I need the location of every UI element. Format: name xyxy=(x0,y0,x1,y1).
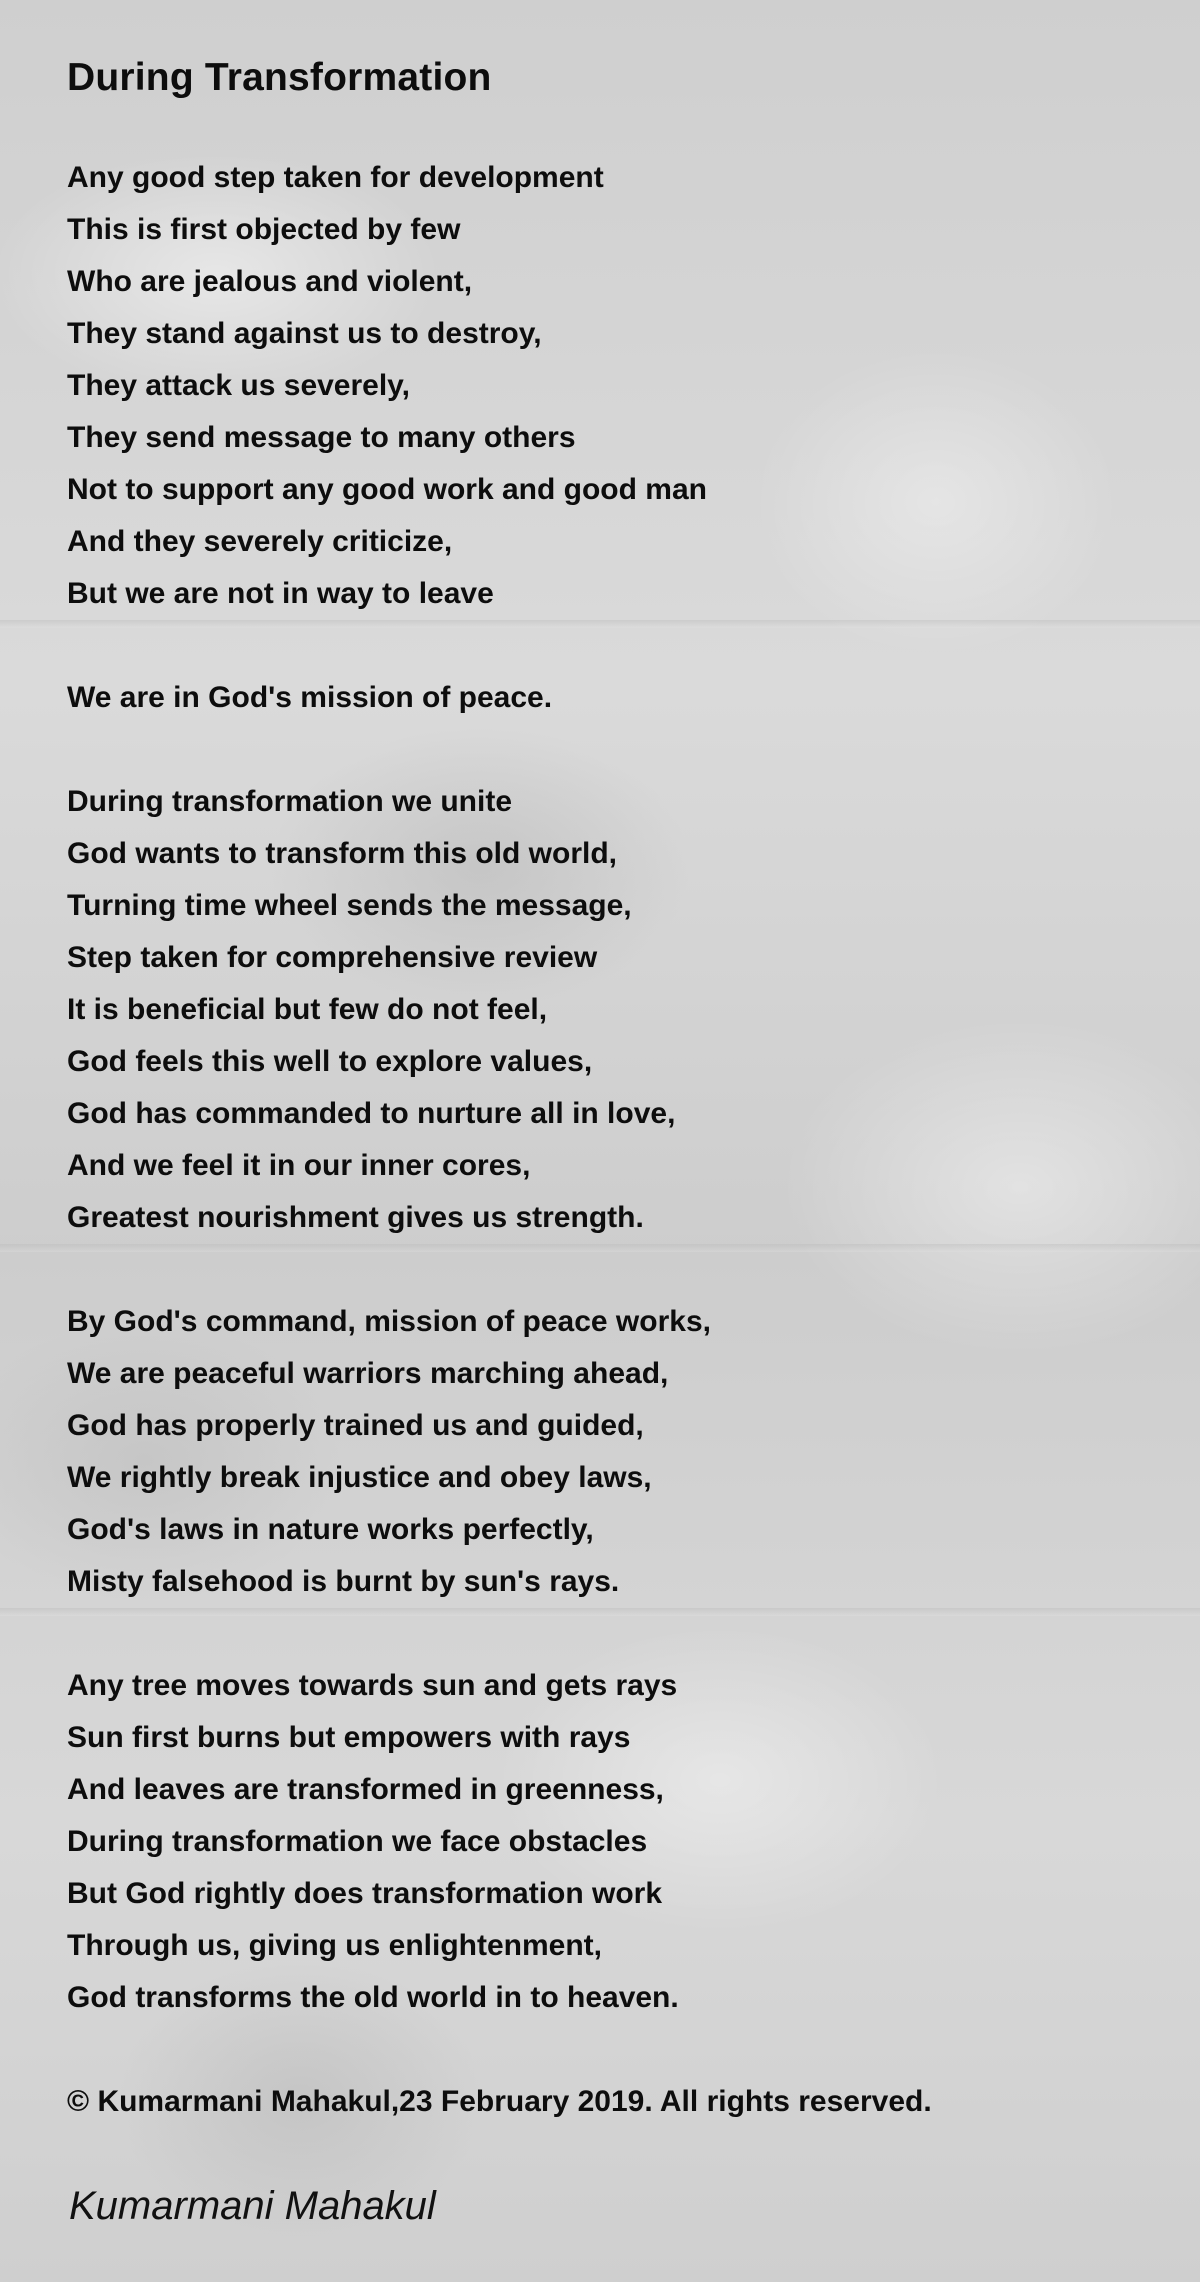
stanza-5 xyxy=(67,1660,1167,2024)
poem-line: And they severely criticize, xyxy=(67,525,453,558)
poem-line: It is beneficial but few do not feel, xyxy=(67,993,548,1026)
poem-line: We are peaceful warriors marching ahead, xyxy=(67,1357,669,1390)
poem-line: God transforms the old world in to heaven. xyxy=(67,1981,679,2014)
poem-line: And we feel it in our inner cores, xyxy=(67,1149,531,1182)
poem-line: During transformation we face obstacles xyxy=(67,1825,648,1858)
poem-line: We rightly break injustice and obey laws, xyxy=(67,1461,652,1494)
poem-line: Through us, giving us enlightenment, xyxy=(67,1929,602,1962)
poem-line: And leaves are transformed in greenness, xyxy=(67,1773,664,1806)
stanza-4 xyxy=(67,1296,1167,1608)
poem-line: Not to support any good work and good man xyxy=(67,473,707,506)
poem-line: By God's command, mission of peace works, xyxy=(67,1305,711,1338)
poem-line: God wants to transform this old world, xyxy=(67,837,618,870)
stanza-2 xyxy=(67,672,1167,724)
poem-line: Any tree moves towards sun and gets rays xyxy=(67,1669,678,1702)
poem-line: Who are jealous and violent, xyxy=(67,265,473,298)
poem-line: This is first objected by few xyxy=(67,213,461,246)
poem-body xyxy=(67,152,1167,2128)
poem-line: God has commanded to nurture all in love, xyxy=(67,1097,676,1130)
author-signature: Kumarmani Mahakul xyxy=(69,2184,436,2228)
poem-line: Any good step taken for development xyxy=(67,161,604,194)
poem-line: But we are not in way to leave xyxy=(67,577,494,610)
poem-line: During transformation we unite xyxy=(67,785,513,818)
poem-line: Misty falsehood is burnt by sun's rays. xyxy=(67,1565,620,1598)
poem-line: But God rightly does transformation work xyxy=(67,1877,663,1910)
poem-line: Greatest nourishment gives us strength. xyxy=(67,1201,644,1234)
poem-line: God feels this well to explore values, xyxy=(67,1045,593,1078)
poem-line: Sun first burns but empowers with rays xyxy=(67,1721,631,1754)
poem-line: We are in God's mission of peace. xyxy=(67,681,553,714)
poem-line: They attack us severely, xyxy=(67,369,410,402)
poem-line: God has properly trained us and guided, xyxy=(67,1409,644,1442)
poem-card xyxy=(67,48,1167,2128)
poem-line: God's laws in nature works perfectly, xyxy=(67,1513,594,1546)
poem-line: They stand against us to destroy, xyxy=(67,317,542,350)
stanza-3 xyxy=(67,776,1167,1244)
poem-line: Turning time wheel sends the message, xyxy=(67,889,632,922)
poem-line: They send message to many others xyxy=(67,421,576,454)
stanza-1 xyxy=(67,152,1167,620)
poem-line: Step taken for comprehensive review xyxy=(67,941,598,974)
copyright-notice: © Kumarmani Mahakul,23 February 2019. All rights reserved. xyxy=(67,2085,932,2118)
poem-title: During Transformation xyxy=(67,56,492,99)
